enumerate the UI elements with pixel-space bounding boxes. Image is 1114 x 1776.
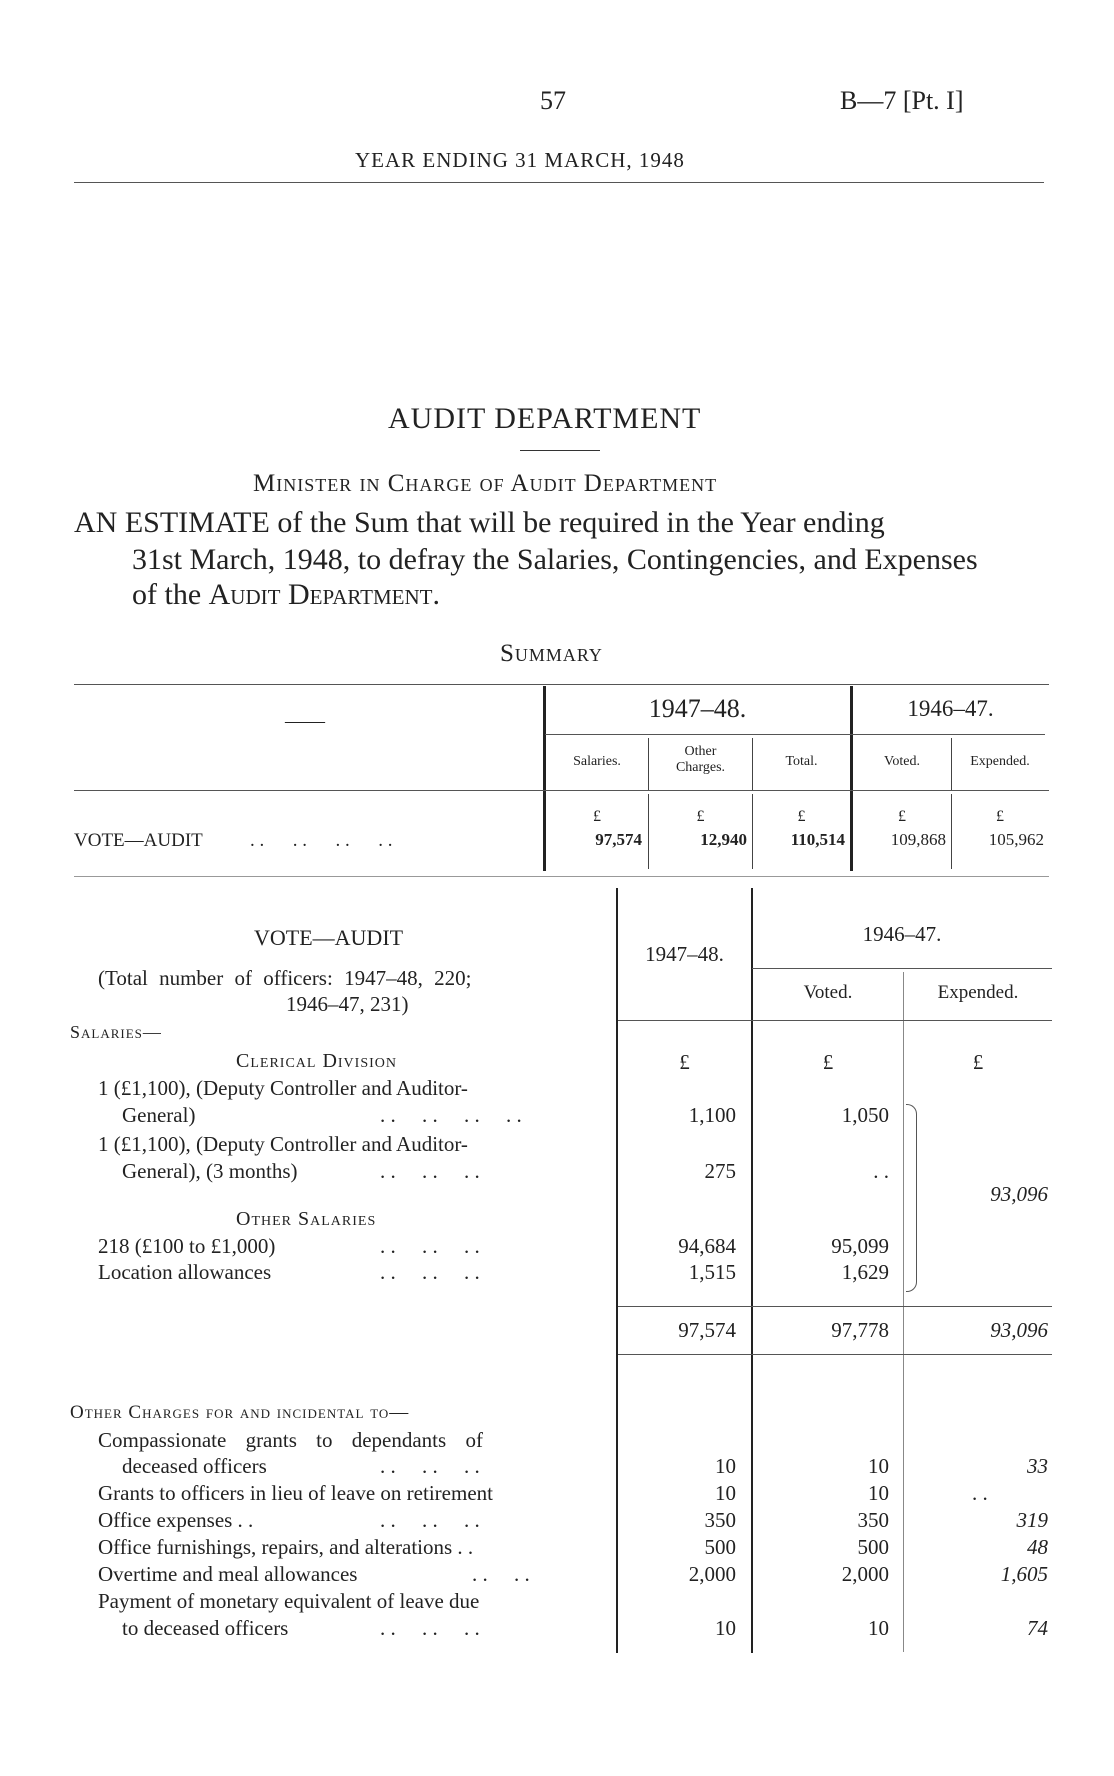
summary-bottom-rule xyxy=(74,876,1049,877)
salaries-expended-total: 93,096 xyxy=(990,1182,1048,1206)
other-charge-6-expended: 74 xyxy=(1027,1616,1048,1640)
salary-item-1-voted: 1,050 xyxy=(841,1103,889,1127)
title-rule xyxy=(520,450,600,451)
pound-sign: £ xyxy=(593,808,601,825)
salary-item-4-label: Location allowances xyxy=(98,1260,272,1284)
other-charge-6-1947: 10 xyxy=(715,1616,736,1640)
vote-heading: VOTE—AUDIT xyxy=(254,925,404,950)
pound-sign: £ xyxy=(679,1050,690,1074)
salary-item-2-line-1: 1 (£1,100), (Deputy Controller and Auditor- xyxy=(98,1132,468,1156)
other-charge-2-label: Grants to officers in lieu of leave on retirement xyxy=(98,1481,493,1505)
leaders: . . . . . . xyxy=(380,1508,480,1532)
leaders: . . . . . . xyxy=(380,1234,480,1258)
document-reference: B—7 [Pt. I] xyxy=(840,86,964,115)
other-charge-1-expended: 33 xyxy=(1027,1454,1048,1478)
summary-other-charges: 12,940 xyxy=(700,830,747,849)
summary-header-rule xyxy=(74,790,1049,791)
estimate-line-1: AN ESTIMATE of the Sum that will be required in the Year ending xyxy=(74,506,885,539)
salary-item-2-1947: 275 xyxy=(704,1159,736,1183)
running-title: YEAR ENDING 31 MARCH, 1948 xyxy=(355,148,685,172)
vote-col-voted: Voted. xyxy=(803,982,853,1003)
pound-sign: £ xyxy=(972,1050,984,1074)
other-charges-heading: Other Charges for and incidental to— xyxy=(70,1402,410,1423)
other-charge-4-1947: 500 xyxy=(704,1535,736,1559)
summary-voted: 109,868 xyxy=(890,830,946,849)
salaries-heading: Salaries— xyxy=(70,1022,162,1042)
leaders: . . . . . . xyxy=(380,1616,480,1640)
leaders: . . . . . . xyxy=(380,1159,480,1183)
vote-header-rule xyxy=(618,1020,1052,1021)
summary-year-1947: 1947–48. xyxy=(648,694,747,723)
other-charge-5-label: Overtime and meal allowances xyxy=(98,1562,358,1586)
other-charge-3-voted: 350 xyxy=(857,1508,889,1532)
other-charge-3-expended: 319 xyxy=(1016,1508,1048,1532)
col-header-expended: Expended. xyxy=(970,754,1030,769)
salary-item-1-line-1: 1 (£1,100), (Deputy Controller and Auditor- xyxy=(98,1076,468,1100)
salary-item-1-line-2: General) xyxy=(122,1103,196,1127)
officers-line-1: (Total number of officers: 1947–48, 220; xyxy=(98,966,472,990)
salary-item-4-voted: 1,629 xyxy=(841,1260,889,1284)
other-charge-1-line-2: deceased officers xyxy=(122,1454,267,1478)
salary-item-4-1947: 1,515 xyxy=(688,1260,736,1284)
salary-item-3-1947: 94,684 xyxy=(678,1234,736,1258)
col-header-other-charges: Other Charges. xyxy=(675,744,726,775)
other-salaries-heading: Other Salaries xyxy=(236,1208,377,1230)
page-number: 57 xyxy=(540,86,566,115)
summary-heading: Summary xyxy=(500,640,603,667)
summary-top-rule xyxy=(74,684,1049,685)
subtotal-voted: 97,778 xyxy=(831,1318,889,1342)
minister-line: Minister in Charge of Audit Department xyxy=(253,470,718,497)
department-title: AUDIT DEPARTMENT xyxy=(388,402,702,435)
leaders: . . . . . . . . xyxy=(380,1103,522,1127)
subtotal-rule xyxy=(618,1306,1052,1307)
leaders: . . . . xyxy=(472,1562,530,1586)
salary-item-1-1947: 1,100 xyxy=(688,1103,736,1127)
summary-row-label: VOTE—AUDIT xyxy=(74,830,203,851)
col-header-salaries: Salaries. xyxy=(573,754,621,769)
salary-item-3-label: 218 (£100 to £1,000) xyxy=(98,1234,276,1258)
estimate-line-2: 31st March, 1948, to defray the Salaries, Contingencies, and Expenses xyxy=(132,543,978,576)
other-charge-2-expended: . . xyxy=(972,1481,988,1505)
other-charge-4-voted: 500 xyxy=(857,1535,889,1559)
summary-year-1946: 1946–47. xyxy=(907,696,994,721)
other-charge-4-label: Office furnishings, repairs, and alterations . . xyxy=(98,1535,474,1559)
other-charge-6-line-1: Payment of monetary equivalent of leave due xyxy=(98,1589,480,1613)
leaders: . . . . . . xyxy=(380,1260,480,1284)
estimate-line-3: of the Audit Department. xyxy=(132,578,440,611)
clerical-division-heading: Clerical Division xyxy=(236,1050,397,1072)
salary-item-2-line-2: General), (3 months) xyxy=(122,1159,298,1183)
other-charge-6-line-2: to deceased officers xyxy=(122,1616,289,1640)
other-charge-1-1947: 10 xyxy=(715,1454,736,1478)
pound-sign: £ xyxy=(822,1050,834,1074)
other-charge-4-expended: 48 xyxy=(1027,1535,1048,1559)
vote-year-rule xyxy=(752,968,1052,969)
other-charge-1-voted: 10 xyxy=(868,1454,889,1478)
col-header-total: Total. xyxy=(785,754,818,769)
subtotal-bottom-rule xyxy=(618,1354,1052,1355)
other-charge-3-1947: 350 xyxy=(704,1508,736,1532)
col-header-voted: Voted. xyxy=(884,754,920,769)
summary-year-rule xyxy=(545,734,1045,735)
other-charge-1-line-1: Compassionate grants to dependants of xyxy=(98,1428,483,1452)
pound-sign: £ xyxy=(797,808,806,825)
vote-col-expended: Expended. xyxy=(937,982,1019,1003)
summary-expended: 105,962 xyxy=(988,830,1044,849)
officers-line-2: 1946–47, 231) xyxy=(286,992,409,1016)
pound-sign: £ xyxy=(696,808,705,825)
vote-col-1947: 1947–48. xyxy=(645,942,724,966)
pound-sign: £ xyxy=(898,808,906,825)
pound-sign: £ xyxy=(996,808,1004,825)
subtotal-1947: 97,574 xyxy=(678,1318,736,1342)
summary-stub-dash: —— xyxy=(285,710,325,732)
leaders: . . . . . . xyxy=(380,1454,480,1478)
salary-item-3-voted: 95,099 xyxy=(831,1234,889,1258)
salary-item-2-voted: . . xyxy=(873,1159,889,1183)
summary-salaries: 97,574 xyxy=(595,830,642,849)
summary-total: 110,514 xyxy=(790,830,845,849)
other-charge-5-expended: 1,605 xyxy=(1000,1562,1048,1586)
other-charge-2-voted: 10 xyxy=(868,1481,889,1505)
other-charge-6-voted: 10 xyxy=(868,1616,889,1640)
header-rule xyxy=(74,182,1044,183)
other-charge-5-1947: 2,000 xyxy=(688,1562,736,1586)
subtotal-expended: 93,096 xyxy=(990,1318,1048,1342)
other-charge-2-1947: 10 xyxy=(715,1481,736,1505)
other-charge-5-voted: 2,000 xyxy=(841,1562,889,1586)
vote-col-1946: 1946–47. xyxy=(862,922,942,946)
other-charge-3-label: Office expenses . . xyxy=(98,1508,254,1532)
summary-row-leaders: . . . . . . . . xyxy=(250,830,393,851)
